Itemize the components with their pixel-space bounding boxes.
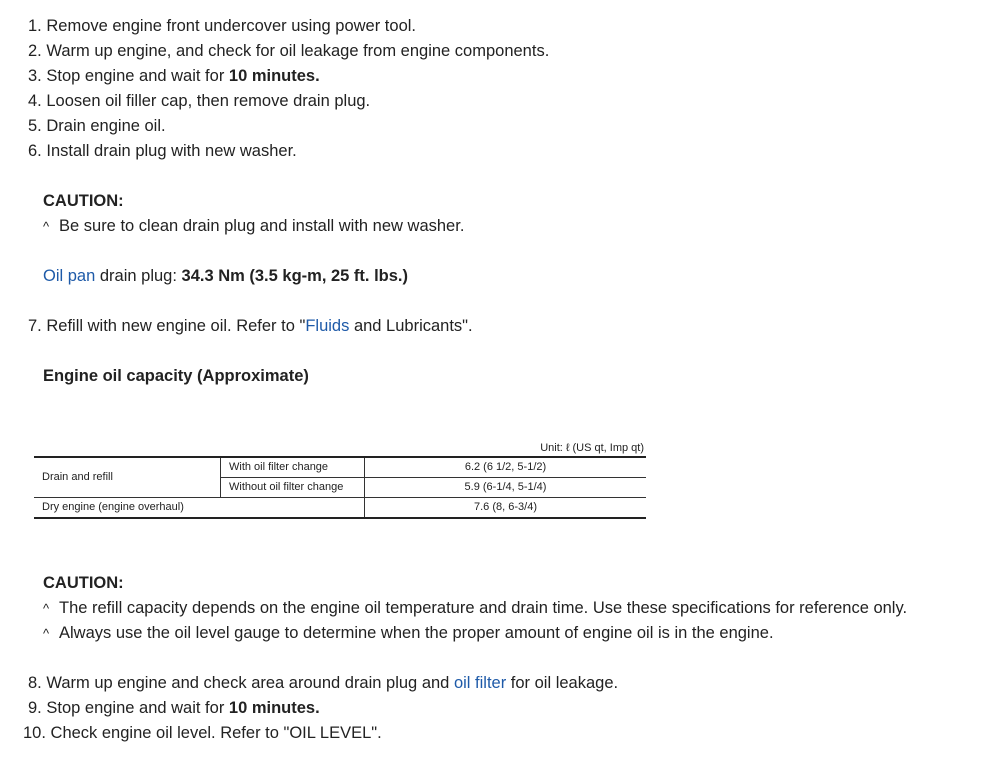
list-item bbox=[28, 91, 370, 111]
list-item bbox=[23, 723, 382, 743]
step-number: 1. bbox=[28, 17, 42, 35]
step-number: 8. bbox=[28, 674, 42, 692]
table-cell: 6.2 (6 1/2, 5-1/2) bbox=[365, 457, 647, 478]
step-number: 2. bbox=[28, 42, 42, 60]
fluids-link[interactable]: Fluids bbox=[305, 317, 350, 335]
step-text: Warm up engine, and check for oil leakage from engine components. bbox=[46, 42, 550, 60]
caution-item bbox=[43, 623, 774, 644]
list-item bbox=[28, 673, 618, 693]
step-number: 7. bbox=[28, 317, 42, 335]
step-text-tail: for oil leakage. bbox=[506, 674, 619, 692]
section-heading-text: Engine oil capacity (Approximate) bbox=[43, 367, 309, 385]
step-text: Stop engine and wait for bbox=[46, 67, 229, 85]
torque-value: 34.3 Nm (3.5 kg-m, 25 ft. lbs.) bbox=[181, 267, 409, 285]
oil-filter-link[interactable]: oil filter bbox=[453, 674, 507, 692]
caution-item bbox=[43, 216, 464, 237]
step-text: Refill with new engine oil. Refer to " bbox=[46, 317, 306, 335]
unit-label: Unit: ℓ (US qt, Imp qt) bbox=[540, 442, 644, 454]
step-number: 6. bbox=[28, 142, 42, 160]
caution-item bbox=[43, 598, 907, 619]
capacity-table bbox=[34, 456, 646, 519]
step-text: Check engine oil level. Refer to "OIL LEVEL". bbox=[50, 724, 382, 742]
torque-spec bbox=[43, 266, 408, 286]
step-emphasis: 10 minutes. bbox=[228, 699, 320, 717]
list-item bbox=[28, 698, 320, 718]
table-row bbox=[34, 498, 646, 519]
caution-text: Be sure to clean drain plug and install with new washer. bbox=[59, 217, 465, 235]
step-text: Remove engine front undercover using power tool. bbox=[46, 17, 416, 35]
caution-text: Always use the oil level gauge to determine when the proper amount of engine oil is in the engine. bbox=[59, 624, 774, 642]
step-number: 3. bbox=[28, 67, 42, 85]
list-item bbox=[28, 116, 166, 136]
list-item bbox=[28, 16, 416, 36]
table-cell: Drain and refill bbox=[34, 457, 221, 498]
step-number: 9. bbox=[28, 699, 42, 717]
caret-bullet-icon: ^ bbox=[43, 626, 50, 641]
step-text: Loosen oil filler cap, then remove drain plug. bbox=[46, 92, 371, 110]
table-cell: With oil filter change bbox=[221, 457, 365, 478]
list-item bbox=[28, 41, 549, 61]
table-cell: 7.6 (8, 6-3/4) bbox=[365, 498, 647, 519]
list-item bbox=[28, 316, 473, 336]
step-emphasis: 10 minutes. bbox=[228, 67, 320, 85]
caution-text: The refill capacity depends on the engine oil temperature and drain time. Use these specifications for reference only. bbox=[59, 599, 908, 617]
caret-bullet-icon: ^ bbox=[43, 219, 50, 234]
step-number: 4. bbox=[28, 92, 42, 110]
step-text: Stop engine and wait for bbox=[46, 699, 229, 717]
oil-pan-link[interactable]: Oil pan bbox=[43, 267, 96, 285]
torque-label: drain plug: bbox=[95, 267, 182, 285]
caution-title-text: CAUTION: bbox=[43, 192, 124, 210]
table-cell: 5.9 (6-1/4, 5-1/4) bbox=[365, 478, 647, 498]
oil-capacity-table bbox=[34, 441, 646, 519]
caution-title bbox=[43, 191, 124, 211]
table-row bbox=[34, 457, 646, 478]
table-cell: Dry engine (engine overhaul) bbox=[34, 498, 365, 519]
step-text: Install drain plug with new washer. bbox=[46, 142, 297, 160]
step-number: 5. bbox=[28, 117, 42, 135]
list-item bbox=[28, 66, 320, 86]
caution-title bbox=[43, 573, 124, 593]
section-heading bbox=[43, 366, 309, 386]
step-number: 10. bbox=[23, 724, 46, 742]
step-text-tail: and Lubricants". bbox=[349, 317, 473, 335]
caution-title-text: CAUTION: bbox=[43, 574, 124, 592]
caret-bullet-icon: ^ bbox=[43, 601, 50, 616]
list-item bbox=[28, 141, 297, 161]
step-text: Drain engine oil. bbox=[46, 117, 166, 135]
table-cell: Without oil filter change bbox=[221, 478, 365, 498]
step-text: Warm up engine and check area around drain plug and bbox=[46, 674, 454, 692]
